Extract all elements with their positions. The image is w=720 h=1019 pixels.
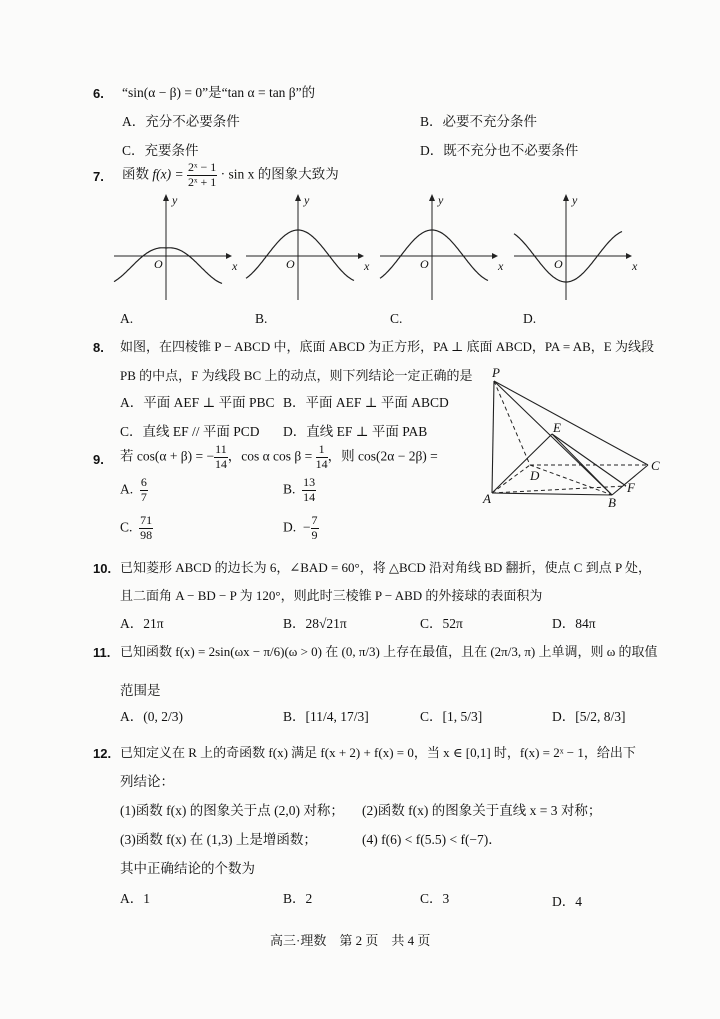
y-label-1: y (304, 193, 310, 207)
x-label-0: x (232, 259, 238, 273)
q11-number: 11. (93, 645, 111, 660)
edge-AE (492, 434, 552, 493)
origin-label-3: O (554, 257, 563, 271)
q12-line2: 列结论： (120, 774, 174, 789)
q8-line2: PB 的中点，F 为线段 BC 上的动点，则下列结论一定正确的是 (120, 368, 473, 383)
q6-option-d: D．既不充分也不必要条件 (420, 143, 579, 158)
q12-conclusion-1: (1)函数 f(x) 的图象关于点 (2,0) 对称； (120, 803, 344, 818)
q8-option-c: C．直线 EF // 平面 PCD (120, 424, 260, 439)
q11-line1: 已知函数 f(x) = 2sin(ωx − π/6)(ω > 0) 在 (0, π/3) 上存在最值，且在 (2π/3, π) 上单调，则 ω 的取值 (120, 644, 658, 659)
q10-option-b: B．28√21π (283, 616, 347, 631)
q8-option-a: A．平面 AEF ⊥ 平面 PBC (120, 395, 275, 410)
q10-option-d: D．84π (552, 616, 596, 631)
q12-option-c: C．3 (420, 891, 450, 906)
q9-option-c: C. $\frac{71}{98}$ (120, 513, 153, 542)
label-E: E (553, 420, 561, 435)
q6-option-b: B．必要不充分条件 (420, 114, 538, 129)
q12-ask: 其中正确结论的个数为 (120, 861, 255, 876)
q11-line2: 范围是 (120, 683, 161, 698)
edge-AD (492, 465, 530, 493)
label-A: A (483, 491, 491, 506)
q11-option-a: A．(0, 2/3) (120, 709, 183, 724)
q8-option-b: B．平面 AEF ⊥ 平面 ABCD (283, 395, 449, 410)
q6-option-a: A．充分不必要条件 (122, 114, 240, 129)
q6-stem: “sin(α − β) = 0”是“tan α = tan β”的 (122, 85, 316, 100)
origin-label-1: O (286, 257, 295, 271)
x-label-3: x (632, 259, 638, 273)
label-C: C (651, 458, 660, 473)
edge-PA (492, 381, 494, 493)
q7-stem: 函数 f(x) = $\frac{\text{2ˣ − 1}}{\text{2ˣ + 1}}$ · sin x 的图象大致为 (122, 160, 339, 189)
q12-conclusion-2: (2)函数 f(x) 的图象关于直线 x = 3 对称； (362, 803, 602, 818)
label-D: D (530, 468, 540, 483)
q11-option-d: D．[5/2, 8/3] (552, 709, 626, 724)
q10-option-a: A．21π (120, 616, 164, 631)
x-label-1: x (364, 259, 370, 273)
q12-option-d: D．4 (552, 894, 582, 909)
q6-number: 6. (93, 86, 104, 101)
q10-number: 10. (93, 561, 112, 576)
q11-option-b: B．[11/4, 17/3] (283, 709, 369, 724)
q12-number: 12. (93, 746, 112, 761)
q7-label-c: C. (390, 311, 403, 326)
y-label-2: y (438, 193, 444, 207)
origin-label-0: O (154, 257, 163, 271)
q7-number: 7. (93, 169, 104, 184)
y-label-3: y (572, 193, 578, 207)
q7-label-b: B. (255, 311, 268, 326)
q8-number: 8. (93, 340, 104, 355)
label-F: F (627, 480, 635, 495)
q7-label-d: D. (523, 311, 537, 326)
q12-conclusion-4: (4) f(6) < f(5.5) < f(−7)． (362, 832, 502, 847)
label-P: P (492, 365, 500, 380)
edge-AB (492, 493, 612, 495)
q11-option-c: C．[1, 5/3] (420, 709, 483, 724)
q12-line1: 已知定义在 R 上的奇函数 f(x) 满足 f(x + 2) + f(x) = 0，当 x ∈ [0,1] 时，f(x) = 2ˣ − 1，给出下 (120, 745, 636, 760)
q12-option-b: B．2 (283, 891, 313, 906)
q8-option-d: D．直线 EF ⊥ 平面 PAB (283, 424, 428, 439)
edge-PD (494, 381, 530, 465)
q12-conclusion-3: (3)函数 f(x) 在 (1,3) 上是增函数； (120, 832, 317, 847)
q9-option-a: A. $\frac{6}{7}$ (120, 475, 147, 504)
q7-label-a: A. (120, 311, 134, 326)
y-label-0: y (172, 193, 178, 207)
q7-fraction: $\frac{\text{2ˣ − 1}}{\text{2ˣ + 1}}$ (187, 160, 217, 189)
q8-line1: 如图，在四棱锥 P − ABCD 中，底面 ABCD 为正方形，PA ⊥ 底面 ABCD，PA = AB，E 为线段 (120, 339, 654, 354)
q10-line2: 且二面角 A − BD − P 为 120°，则此时三棱锥 P − ABD 的外接球的表面积为 (120, 588, 543, 603)
origin-label-2: O (420, 257, 429, 271)
edge-EF (552, 434, 626, 486)
page-footer: 高三·理数 第 2 页 共 4 页 (270, 933, 431, 948)
edge-PC (494, 381, 648, 465)
q10-option-c: C．52π (420, 616, 463, 631)
q10-line1: 已知菱形 ABCD 的边长为 6，∠BAD = 60°，将 △BCD 沿对角线 BD 翻折，使点 C 到点 P 处， (120, 560, 651, 575)
q6-option-c: C．充要条件 (122, 143, 199, 158)
x-label-2: x (498, 259, 504, 273)
q9-option-b: B. $\frac{13}{14}$ (283, 475, 316, 504)
label-B: B (608, 495, 616, 510)
q9-option-d: D. − $\frac{7}{9}$ (283, 513, 318, 542)
q9-stem: 若 cos(α + β) = − $\frac{11}{14}$ ，cos α cos β = $\frac{1}{14}$ ，则 cos(2α − 2β) = (120, 442, 438, 471)
q12-option-a: A．1 (120, 891, 150, 906)
q9-number: 9. (93, 452, 104, 467)
